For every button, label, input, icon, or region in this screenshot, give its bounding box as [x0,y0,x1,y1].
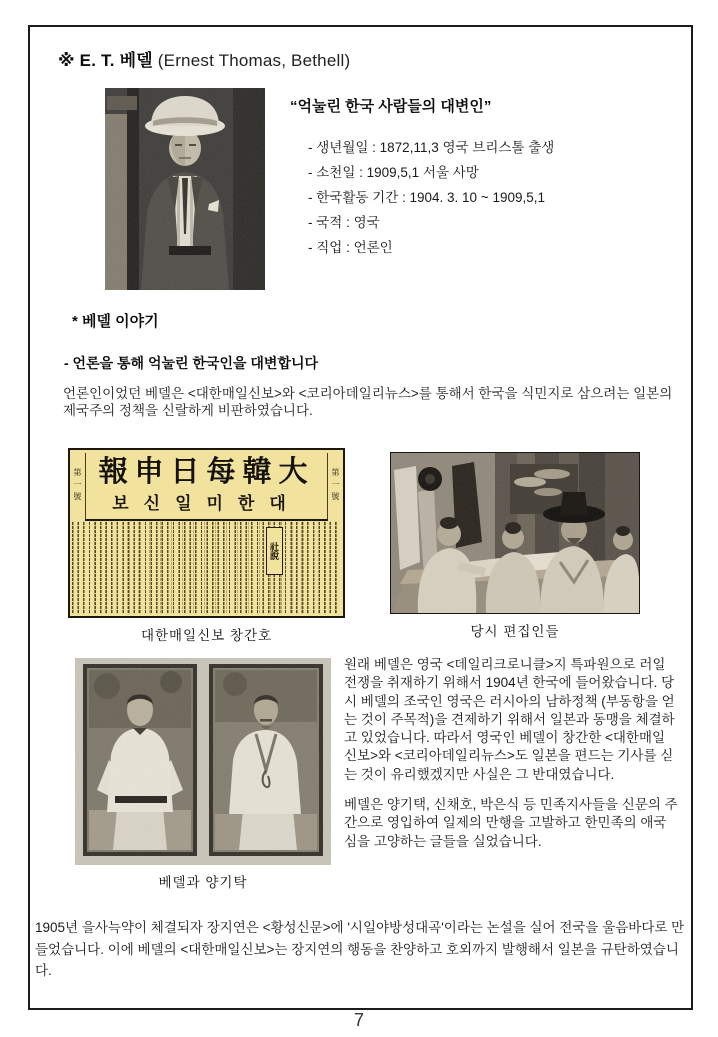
profile-facts-list [308,135,554,260]
story-body-column [344,656,678,863]
page-number: 7 [353,1010,364,1030]
bethell-portrait-photo [105,88,265,290]
newspaper-issue-label-left [70,453,86,519]
fact-nationality: - 국적 : 영국 [308,215,380,230]
masthead-hanja: 報申日每韓大 [98,456,315,488]
body-paragraph-1: 원래 베델은 영국 <데일리크로니클>지 특파원으로 러일전쟁을 취재하기 위해서 1904년 한국에 들어왔습니다. 당시 베델의 조국인 영국은 러시아의 남하정책 (부동항을 얻는 것이 주목적)을 견제하기 위해서 일본과 동맹을 체결하고 있었습니다. 따라서 영국인 베델이 창간한 <대한매일신보>와 <코리아데일리뉴스>도 일본을 편드는 기사를 싣는 것이 유리했겠지만 사실은 그 반대였습니다. [344,657,675,782]
body-paragraph-3: 1905년 을사늑약이 체결되자 장지연은 <황성신문>에 '시일야방성대곡'이라는 논설을 실어 전국을 울음바다로 만들었습니다. 이에 베델의 <대한매일신보>는 장지연의 행동을 찬양하고 호외까지 발행해서 일본을 규탄하였습니다. [35,920,685,978]
masthead-hangul: 보신일미한대 [112,494,301,513]
fact-activity-period: - 한국활동 기간 : 1904. 3. 10 ~ 1909,5,1 [308,190,545,205]
fact-birth: - 생년월일 : 1872,11,3 영국 브리스톨 출생 [308,140,555,155]
page-title [58,46,350,71]
bethell-yang-figure [75,658,331,891]
story-heading: * 베델 이야기 [72,313,159,330]
fact-death: - 소천일 : 1909,5,1 서울 사망 [308,165,479,180]
newspaper-front-page-image [68,448,345,618]
editors-figure [390,452,640,640]
newspaper-figure [68,448,345,644]
title-name: E. T. 베델 [79,51,153,70]
quote-text: “억눌린 한국 사람들의 대변인” [290,98,492,115]
bethell-portrait-illustration [105,88,265,290]
editorial-label-text: 社說 [269,542,279,560]
issue-label-text: 第一號 [73,468,82,504]
newspaper-masthead [85,450,328,521]
fact-occupation: - 직업 : 언론인 [308,240,393,255]
issue-label-text: 第一號 [331,468,340,504]
intro-paragraph: 언론인이었던 베델은 <대한매일신보>와 <코리아데일리뉴스>를 통해서 한국을 식민지로 삼으려는 일본의 제국주의 정책을 신랄하게 비판하였습니다. [63,386,673,418]
newspaper-body-columns [72,521,341,614]
story-subheading: - 언론을 통해 억눌린 한국인을 대변합니다 [64,355,319,371]
title-marker-icon: ※ [58,51,75,70]
editors-caption: 당시 편집인들 [470,624,560,639]
title-latin: (Ernest Thomas, Bethell) [157,51,351,70]
newspaper-issue-label-right [327,453,343,519]
body-paragraph-2: 베델은 양기택, 신채호, 박은식 등 민족지사들을 신문의 주간으로 영입하여 일제의 만행을 고발하고 한민족의 애국심을 고양하는 글들을 실었습니다. [344,797,678,849]
bethell-yang-photo [75,658,331,865]
editorial-box [266,527,283,575]
editors-photo [390,452,640,614]
bethell-yang-caption: 베델과 양기탁 [158,875,248,890]
newspaper-caption: 대한매일신보 창간호 [140,628,273,643]
